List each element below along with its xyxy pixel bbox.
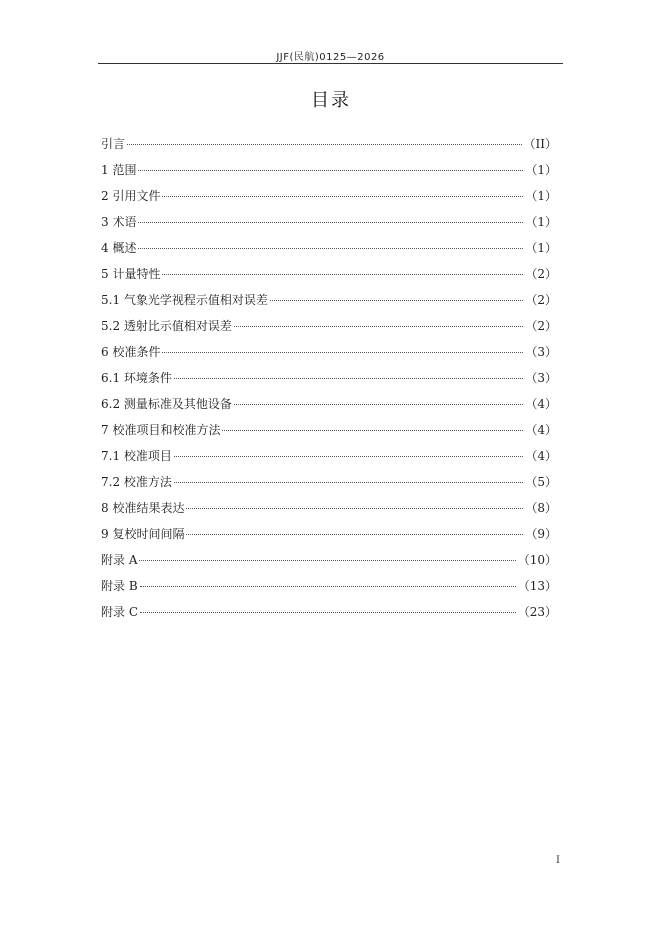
toc-leader-dots	[138, 238, 523, 249]
toc-entry[interactable]	[101, 551, 557, 577]
toc-leader-dots	[186, 498, 523, 509]
toc-leader-dots	[174, 368, 523, 379]
toc-entry-label: 7 校准项目和校准方法	[101, 423, 221, 437]
toc-entry-page: （5）	[525, 475, 557, 489]
toc-entry-page: （4）	[525, 397, 557, 411]
toc-entry[interactable]	[101, 421, 557, 447]
toc-entry-page: （1）	[525, 189, 557, 203]
toc-entry-label: 6 校准条件	[101, 345, 161, 359]
toc-entry[interactable]	[101, 239, 557, 265]
toc-entry[interactable]	[101, 213, 557, 239]
toc-entry-page: （3）	[525, 371, 557, 385]
toc-entry[interactable]	[101, 317, 557, 343]
toc-entry-label: 附录 A	[101, 553, 138, 567]
toc-entry-page: （10）	[517, 553, 557, 567]
toc-entry[interactable]	[101, 135, 557, 161]
toc-entry-page: （3）	[525, 345, 557, 359]
toc-entry[interactable]	[101, 603, 557, 629]
toc-leader-dots	[138, 212, 523, 223]
toc-entry-label: 附录 C	[101, 605, 138, 619]
header-rule	[98, 63, 563, 64]
toc-entry-label: 1 范围	[101, 163, 137, 177]
toc-leader-dots	[174, 446, 523, 457]
page-number: I	[556, 855, 560, 866]
toc-entry-page: （II）	[523, 137, 557, 151]
toc-leader-dots	[186, 524, 523, 535]
toc-entry-label: 7.2 校准方法	[101, 475, 172, 489]
toc-entry-page: （1）	[525, 163, 557, 177]
toc-leader-dots	[162, 186, 523, 197]
toc-entry-page: （1）	[525, 241, 557, 255]
toc-entry-label: 3 术语	[101, 215, 137, 229]
toc-entry-label: 5.2 透射比示值相对误差	[101, 319, 232, 333]
toc-leader-dots	[234, 316, 523, 327]
toc-entry[interactable]	[101, 395, 557, 421]
toc-entry[interactable]	[101, 499, 557, 525]
toc-entry-label: 7.1 校准项目	[101, 449, 172, 463]
toc-entry[interactable]	[101, 265, 557, 291]
toc-entry-label: 2 引用文件	[101, 189, 161, 203]
toc-entry-page: （4）	[525, 423, 557, 437]
toc-leader-dots	[174, 472, 523, 483]
toc-entry-label: 6.1 环境条件	[101, 371, 172, 385]
toc-entry-page: （2）	[525, 293, 557, 307]
running-header: JJF(民航)0125—2026	[276, 52, 385, 63]
toc-entry[interactable]	[101, 473, 557, 499]
toc-entry-page: （2）	[525, 267, 557, 281]
toc-leader-dots	[127, 134, 522, 145]
toc-entry[interactable]	[101, 525, 557, 551]
toc-leader-dots	[162, 264, 523, 275]
toc-entry-page: （2）	[525, 319, 557, 333]
toc-entry-page: （4）	[525, 449, 557, 463]
toc-entry-label: 5 计量特性	[101, 267, 161, 281]
toc-entry[interactable]	[101, 161, 557, 187]
toc-entry[interactable]	[101, 187, 557, 213]
toc-leader-dots	[140, 576, 516, 587]
toc-leader-dots	[222, 420, 523, 431]
toc-entry-label: 引言	[101, 137, 126, 151]
toc-leader-dots	[139, 550, 515, 561]
toc-entry-page: （9）	[525, 527, 557, 541]
toc-leader-dots	[162, 342, 523, 353]
toc-entry-page: （8）	[525, 501, 557, 515]
toc-entry-label: 8 校准结果表达	[101, 501, 185, 515]
toc-leader-dots	[138, 160, 523, 171]
toc-entry-page: （1）	[525, 215, 557, 229]
toc-entry-label: 9 复校时间间隔	[101, 527, 185, 541]
toc-entry-page: （23）	[517, 605, 557, 619]
toc-leader-dots	[234, 394, 523, 405]
toc-entry[interactable]	[101, 291, 557, 317]
toc-entry[interactable]	[101, 577, 557, 603]
toc-leader-dots	[140, 602, 516, 613]
page-title: 目录	[311, 90, 351, 111]
toc-entry[interactable]	[101, 369, 557, 395]
toc-entry[interactable]	[101, 447, 557, 473]
toc-entry-label: 4 概述	[101, 241, 137, 255]
toc-entry-label: 5.1 气象光学视程示值相对误差	[101, 293, 268, 307]
toc-entry-label: 6.2 测量标准及其他设备	[101, 397, 232, 411]
table-of-contents	[101, 135, 557, 629]
toc-entry-page: （13）	[517, 579, 557, 593]
toc-entry[interactable]	[101, 343, 557, 369]
toc-leader-dots	[270, 290, 523, 301]
toc-entry-label: 附录 B	[101, 579, 138, 593]
